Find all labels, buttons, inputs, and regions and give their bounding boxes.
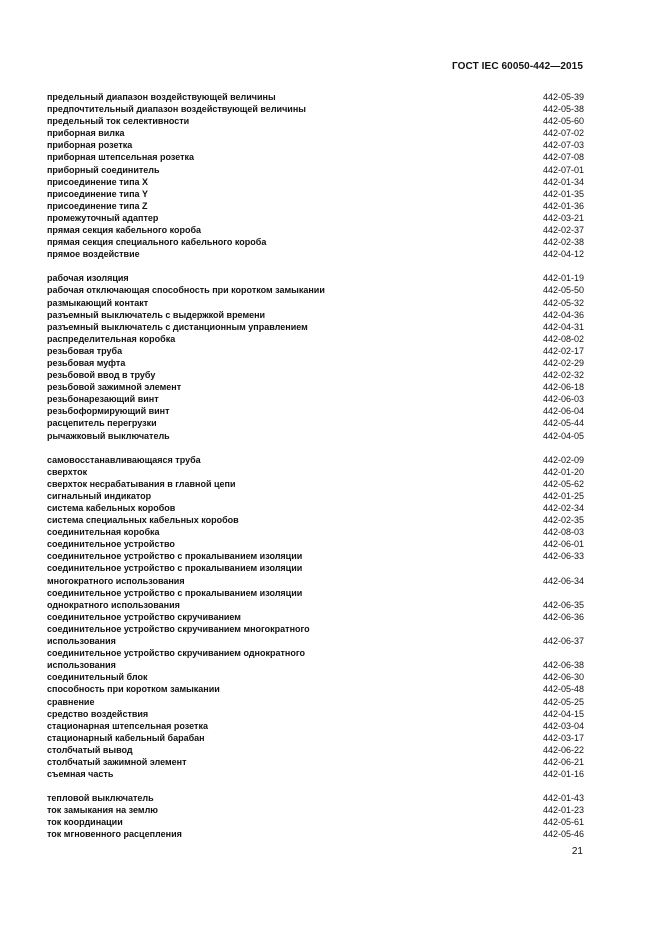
index-entry xyxy=(47,562,584,586)
term-text: соединительное устройство с прокалыванием изоляции однократного использования xyxy=(47,587,303,610)
term-text: самовосстанавливающаяся труба xyxy=(47,454,201,465)
index-entry xyxy=(47,393,584,405)
index-entry xyxy=(47,430,584,442)
term-code: 442-06-04 xyxy=(542,406,584,417)
index-entry xyxy=(47,127,584,139)
term-text: средство воздействия xyxy=(47,708,149,719)
term-text: резьбовой зажимной элемент xyxy=(47,382,182,393)
index-entry xyxy=(47,333,584,345)
term-text: предпочтительный диапазон воздействующей величины xyxy=(47,104,306,115)
term-code: 442-05-32 xyxy=(542,297,584,308)
term-code: 442-02-17 xyxy=(542,345,584,356)
term-code: 442-01-36 xyxy=(542,200,584,211)
term-text: тепловой выключатель xyxy=(47,793,154,804)
index-entry xyxy=(47,804,584,816)
term-text: рабочая изоляция xyxy=(47,273,129,284)
index-entry xyxy=(47,526,584,538)
term-code: 442-06-30 xyxy=(542,672,584,683)
term-text: приборная вилка xyxy=(47,128,125,139)
term-text: способность при коротком замыкании xyxy=(47,684,220,695)
term-code: 442-06-01 xyxy=(542,539,584,550)
index-entry xyxy=(47,720,584,732)
index-entry xyxy=(47,369,584,381)
index-entry xyxy=(47,357,584,369)
index-entry xyxy=(47,454,584,466)
term-code: 442-03-04 xyxy=(542,720,584,731)
index-entry xyxy=(47,176,584,188)
index-entry xyxy=(47,272,584,284)
term-text: приборная штепсельная розетка xyxy=(47,152,195,163)
term-text: соединительное устройство скручиванием многократного использования xyxy=(47,623,310,647)
index-entry xyxy=(47,502,584,514)
term-code: 442-03-21 xyxy=(542,212,584,223)
term-text: соединительное устройство с прокалыванием изоляции xyxy=(47,551,303,562)
term-text: соединительная коробка xyxy=(47,527,160,538)
term-text: столбчатый зажимной элемент xyxy=(47,756,187,767)
index-entry xyxy=(47,345,584,357)
term-text: сверхток несрабатывания в главной цепи xyxy=(47,478,236,489)
term-code: 442-01-25 xyxy=(542,490,584,501)
page-number: 21 xyxy=(571,846,583,857)
term-code: 442-01-23 xyxy=(542,805,584,816)
index-entry xyxy=(47,514,584,526)
index-entry xyxy=(47,587,584,611)
index-entry xyxy=(47,671,584,683)
term-code: 442-05-62 xyxy=(542,478,584,489)
term-text: разъемный выключатель с дистанционным управлением xyxy=(47,321,308,332)
index-entry xyxy=(47,164,584,176)
term-code: 442-06-22 xyxy=(542,744,584,755)
term-text: расцепитель перегрузки xyxy=(47,418,157,429)
term-text: прямое воздействие xyxy=(47,249,140,260)
index-entry xyxy=(47,224,584,236)
term-code: 442-03-17 xyxy=(542,732,584,743)
term-code: 442-06-36 xyxy=(542,611,584,622)
term-code: 442-02-09 xyxy=(542,454,584,465)
index-entry xyxy=(47,236,584,248)
term-code: 442-06-18 xyxy=(542,382,584,393)
term-text: рычажковый выключатель xyxy=(47,430,170,441)
index-entry xyxy=(47,732,584,744)
term-code: 442-07-01 xyxy=(542,164,584,175)
term-index xyxy=(47,91,584,853)
term-text: резьбоформирующий винт xyxy=(47,406,170,417)
term-text: предельный диапазон воздействующей величины xyxy=(47,92,276,102)
term-code: 442-06-34 xyxy=(542,575,584,586)
term-code: 442-01-16 xyxy=(542,769,584,780)
index-entry xyxy=(47,188,584,200)
index-entry xyxy=(47,792,584,804)
term-code: 442-02-38 xyxy=(542,237,584,248)
index-entry xyxy=(47,309,584,321)
term-text: присоединение типа X xyxy=(47,176,149,187)
index-entry xyxy=(47,405,584,417)
index-entry xyxy=(47,696,584,708)
term-text: соединительный блок xyxy=(47,672,148,683)
index-entry xyxy=(47,623,584,647)
term-code: 442-05-50 xyxy=(542,285,584,296)
term-code: 442-06-37 xyxy=(542,636,584,647)
term-text: прямая секция кабельного короба xyxy=(47,225,202,236)
term-code: 442-07-03 xyxy=(542,140,584,151)
index-entry xyxy=(47,321,584,333)
index-entry xyxy=(47,816,584,828)
term-code: 442-01-34 xyxy=(542,176,584,187)
index-entry xyxy=(47,756,584,768)
term-text: прямая секция специального кабельного короба xyxy=(47,237,267,248)
term-code: 442-07-02 xyxy=(542,128,584,139)
term-code: 442-06-35 xyxy=(542,599,584,610)
term-code: 442-05-61 xyxy=(542,817,584,828)
term-code: 442-02-29 xyxy=(542,357,584,368)
index-entry xyxy=(47,490,584,502)
term-code: 442-05-46 xyxy=(542,829,584,840)
term-text: соединительное устройство xyxy=(47,539,175,550)
index-group xyxy=(47,91,584,260)
term-text: система специальных кабельных коробов xyxy=(47,515,239,526)
term-code: 442-08-03 xyxy=(542,527,584,538)
index-entry xyxy=(47,828,584,840)
term-code: 442-07-08 xyxy=(542,152,584,163)
term-text: рабочая отключающая способность при коротком замыкании xyxy=(47,285,325,296)
index-entry xyxy=(47,466,584,478)
term-code: 442-02-37 xyxy=(542,225,584,236)
index-entry xyxy=(47,139,584,151)
term-text: соединительное устройство с прокалыванием изоляции многократного использования xyxy=(47,563,303,586)
index-entry xyxy=(47,683,584,695)
term-text: резьбовая муфта xyxy=(47,357,126,368)
term-text: присоединение типа Z xyxy=(47,200,148,211)
term-code: 442-05-44 xyxy=(542,418,584,429)
term-text: разъемный выключатель с выдержкой времени xyxy=(47,309,266,320)
index-entry xyxy=(47,200,584,212)
term-code: 442-08-02 xyxy=(542,333,584,344)
term-text: стационарный кабельный барабан xyxy=(47,732,205,743)
index-entry xyxy=(47,91,584,103)
term-code: 442-02-34 xyxy=(542,503,584,513)
term-text: ток координации xyxy=(47,817,123,828)
term-code: 442-05-60 xyxy=(542,116,584,127)
index-entry xyxy=(47,212,584,224)
term-code: 442-06-33 xyxy=(542,551,584,562)
term-text: ток мгновенного расцепления xyxy=(47,829,182,840)
term-text: приборный соединитель xyxy=(47,164,160,175)
term-text: соединительное устройство скручиванием xyxy=(47,611,241,622)
term-code: 442-05-39 xyxy=(542,92,584,102)
term-code: 442-01-35 xyxy=(542,188,584,199)
term-text: промежуточный адаптер xyxy=(47,212,159,223)
term-text: распределительная коробка xyxy=(47,333,176,344)
term-text: резьбонарезающий винт xyxy=(47,394,159,405)
term-code: 442-04-15 xyxy=(542,708,584,719)
term-code: 442-04-36 xyxy=(542,309,584,320)
term-text: соединительное устройство скручиванием однократного использования xyxy=(47,648,305,671)
standard-header: ГОСТ IEC 60050-442—2015 xyxy=(452,61,583,72)
term-text: предельный ток селективности xyxy=(47,116,190,127)
term-code: 442-01-19 xyxy=(542,273,584,284)
term-text: стационарная штепсельная розетка xyxy=(47,720,208,731)
term-code: 442-02-32 xyxy=(542,370,584,381)
term-text: съемная часть xyxy=(47,769,114,780)
index-entry xyxy=(47,151,584,163)
index-entry xyxy=(47,284,584,296)
term-text: резьбовой ввод в трубу xyxy=(47,370,156,381)
index-group xyxy=(47,792,584,840)
index-entry xyxy=(47,115,584,127)
index-entry xyxy=(47,611,584,623)
index-entry xyxy=(47,768,584,780)
index-entry xyxy=(47,647,584,671)
term-code: 442-01-43 xyxy=(542,793,584,804)
term-code: 442-04-12 xyxy=(542,249,584,260)
term-code: 442-05-25 xyxy=(542,696,584,707)
term-text: сравнение xyxy=(47,696,95,707)
term-text: размыкающий контакт xyxy=(47,297,149,308)
term-text: сверхток xyxy=(47,466,88,477)
term-code: 442-06-38 xyxy=(542,660,584,671)
index-entry xyxy=(47,550,584,562)
term-text: ток замыкания на землю xyxy=(47,805,158,816)
term-code: 442-04-31 xyxy=(542,321,584,332)
index-entry xyxy=(47,297,584,309)
index-entry xyxy=(47,708,584,720)
term-code: 442-05-38 xyxy=(542,104,584,115)
index-entry xyxy=(47,248,584,260)
index-entry xyxy=(47,381,584,393)
term-code: 442-06-21 xyxy=(542,756,584,767)
index-entry xyxy=(47,744,584,756)
index-group xyxy=(47,272,584,441)
term-text: сигнальный индикатор xyxy=(47,490,152,501)
index-entry xyxy=(47,478,584,490)
term-text: приборная розетка xyxy=(47,140,133,151)
term-code: 442-01-20 xyxy=(542,466,584,477)
index-group xyxy=(47,454,584,781)
index-entry xyxy=(47,103,584,115)
term-text: система кабельных коробов xyxy=(47,503,176,513)
term-code: 442-02-35 xyxy=(542,515,584,526)
index-entry xyxy=(47,538,584,550)
index-entry xyxy=(47,417,584,429)
term-code: 442-04-05 xyxy=(542,430,584,441)
term-text: столбчатый вывод xyxy=(47,744,133,755)
term-text: резьбовая труба xyxy=(47,345,123,356)
term-text: присоединение типа Y xyxy=(47,188,149,199)
term-code: 442-06-03 xyxy=(542,394,584,405)
term-code: 442-05-48 xyxy=(542,684,584,695)
